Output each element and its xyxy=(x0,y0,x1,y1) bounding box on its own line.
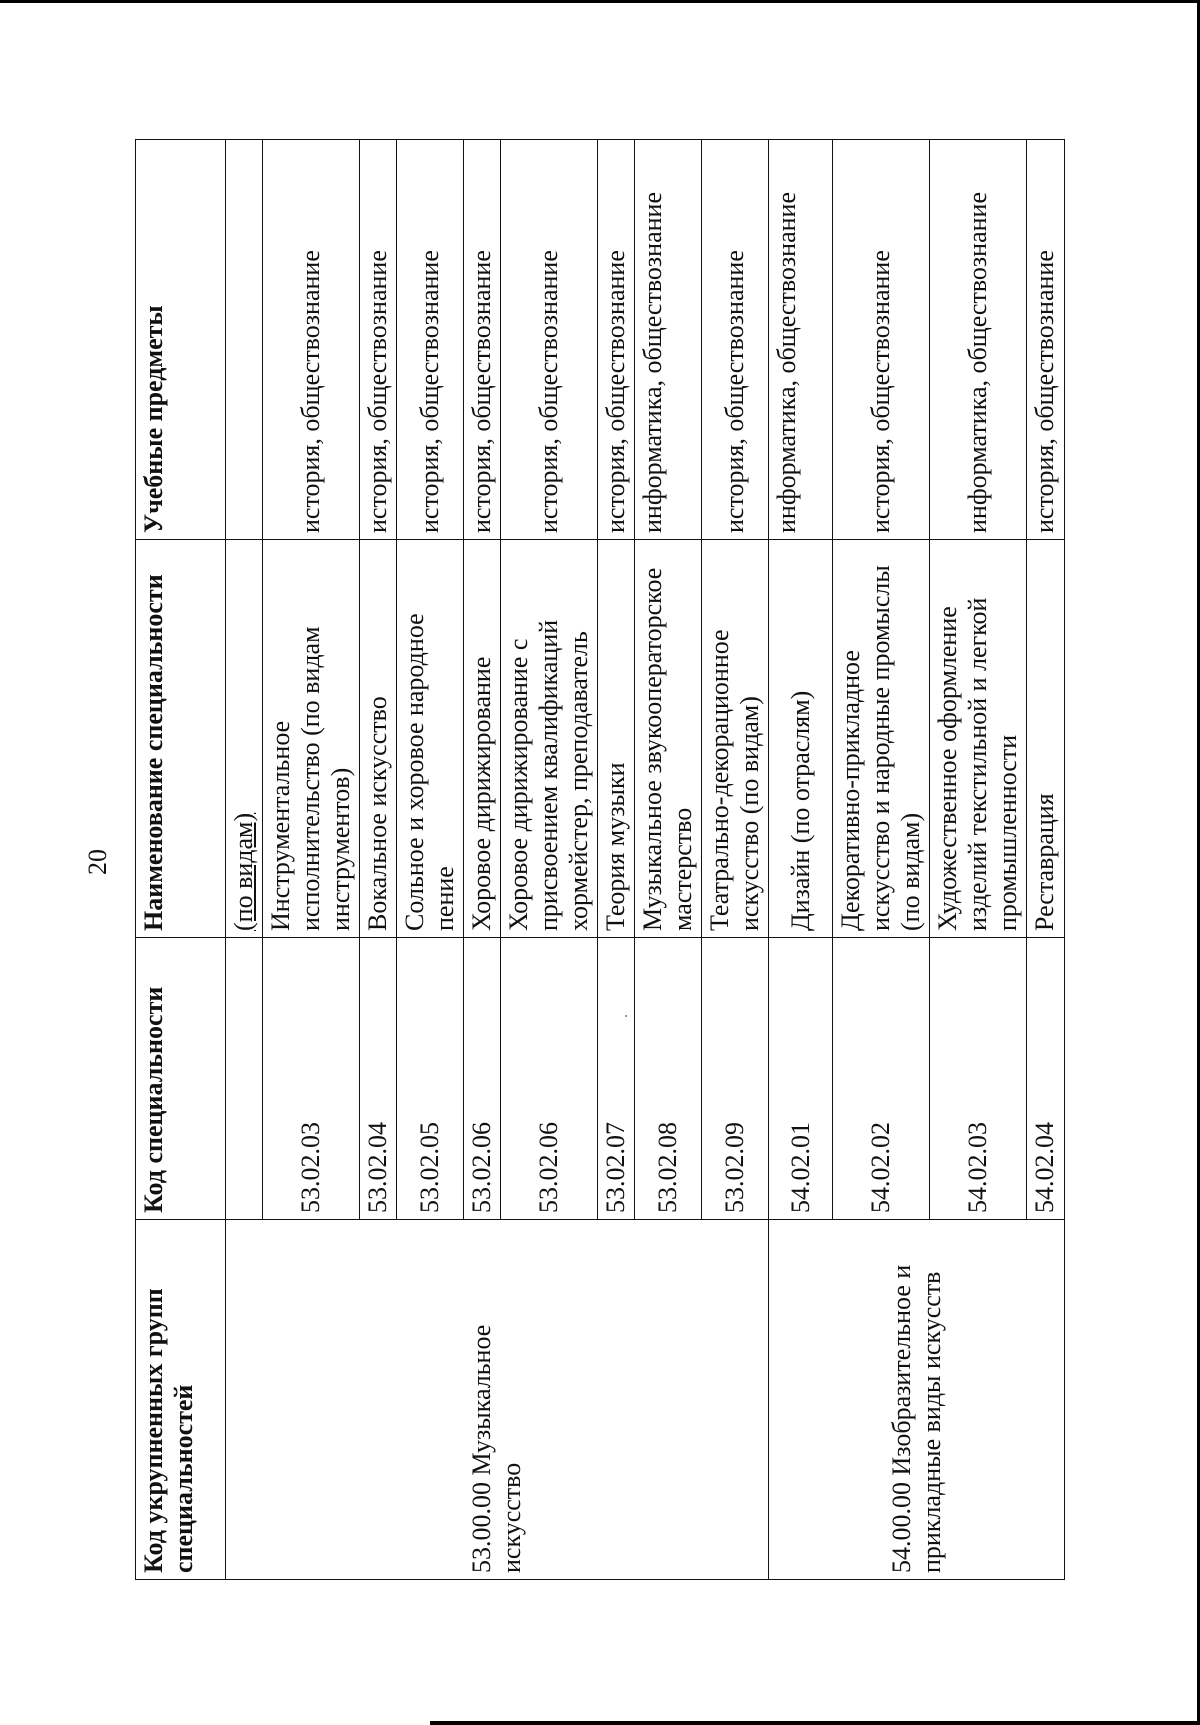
code-cell: 54.02.02 xyxy=(833,938,930,1220)
group-name: 54.00.00 Изобразительное и прикладные виды искусств xyxy=(886,1264,946,1573)
code-cell: 53.02.09 xyxy=(702,938,769,1220)
name-cell: Реставрация xyxy=(1027,540,1065,938)
header-subjects: Учебные предметы xyxy=(136,140,226,540)
code-cell: 54.02.04 xyxy=(1027,938,1065,1220)
code-cell: 53.02.06 xyxy=(464,938,501,1220)
name-cell: Хоровое дирижирование с присвоением квалификаций хормейстер, преподаватель xyxy=(501,540,598,938)
group-cell-54-00-00 xyxy=(769,1220,1065,1580)
table-header-row xyxy=(136,140,226,1580)
page-number: 20 xyxy=(83,849,112,875)
name-cell: Декоративно-прикладное искусство и народные промыслы (по видам) xyxy=(833,540,930,938)
scan-edge-bottom xyxy=(430,1721,1200,1725)
code-cell: 54.02.03 xyxy=(930,938,1027,1220)
rotated-table-container xyxy=(135,140,1065,1580)
subjects-cell: история, обществознание xyxy=(598,140,635,540)
header-specialty-name: Наименование специальности xyxy=(136,540,226,938)
code-cell xyxy=(226,938,263,1220)
code-cell: 53.02.07 xyxy=(598,938,635,1220)
name-cell: Сольное и хоровое народное пение xyxy=(397,540,464,938)
name-cell: Вокальное искусство xyxy=(360,540,397,938)
name-cell: Теория музыки xyxy=(598,540,635,938)
subjects-cell: история, обществознание xyxy=(702,140,769,540)
subjects-cell: история, обществознание xyxy=(1027,140,1065,540)
subjects-cell: история, обществознание xyxy=(501,140,598,540)
name-cell: Музыкальное звукооператорское мастерство xyxy=(635,540,702,938)
subjects-cell xyxy=(226,140,263,540)
subjects-cell: история, обществознание xyxy=(360,140,397,540)
subjects-cell: информатика, обществознание xyxy=(769,140,833,540)
code-cell: 53.02.03 xyxy=(263,938,360,1220)
subjects-cell: история, обществознание xyxy=(397,140,464,540)
table-row xyxy=(769,140,833,1580)
code-cell: 53.02.06 xyxy=(501,938,598,1220)
specialties-table xyxy=(135,139,1065,1580)
name-cell: Художественное оформление изделий текстильной и легкой промышленности xyxy=(930,540,1027,938)
subjects-cell: информатика, обществознание xyxy=(930,140,1027,540)
subjects-cell: история, обществознание xyxy=(833,140,930,540)
code-cell: 53.02.08 xyxy=(635,938,702,1220)
name-cell: Инструментальное исполнительство (по видам инструментов) xyxy=(263,540,360,938)
subjects-cell: история, обществознание xyxy=(464,140,501,540)
subjects-cell: история, обществознание xyxy=(263,140,360,540)
header-specialty-code: Код специальности xyxy=(136,938,226,1220)
header-group-code: Код укрупненных групп специальностей xyxy=(136,1220,226,1580)
table-row-continuation xyxy=(226,140,263,1580)
name-cell: (по видам) xyxy=(226,540,263,938)
subjects-cell: информатика, обществознание xyxy=(635,140,702,540)
name-cell: Театрально-декорационное искусство (по видам) xyxy=(702,540,769,938)
code-cell: 54.02.01 xyxy=(769,938,833,1220)
group-cell-53-00-00 xyxy=(226,1220,769,1580)
code-cell: 53.02.05 xyxy=(397,938,464,1220)
name-cell: Дизайн (по отраслям) xyxy=(769,540,833,938)
code-cell: 53.02.04 xyxy=(360,938,397,1220)
name-cell: Хоровое дирижирование xyxy=(464,540,501,938)
scan-edge-top xyxy=(0,0,1200,3)
group-name: 53.00.00 Музыкальное искусство xyxy=(467,1324,526,1573)
